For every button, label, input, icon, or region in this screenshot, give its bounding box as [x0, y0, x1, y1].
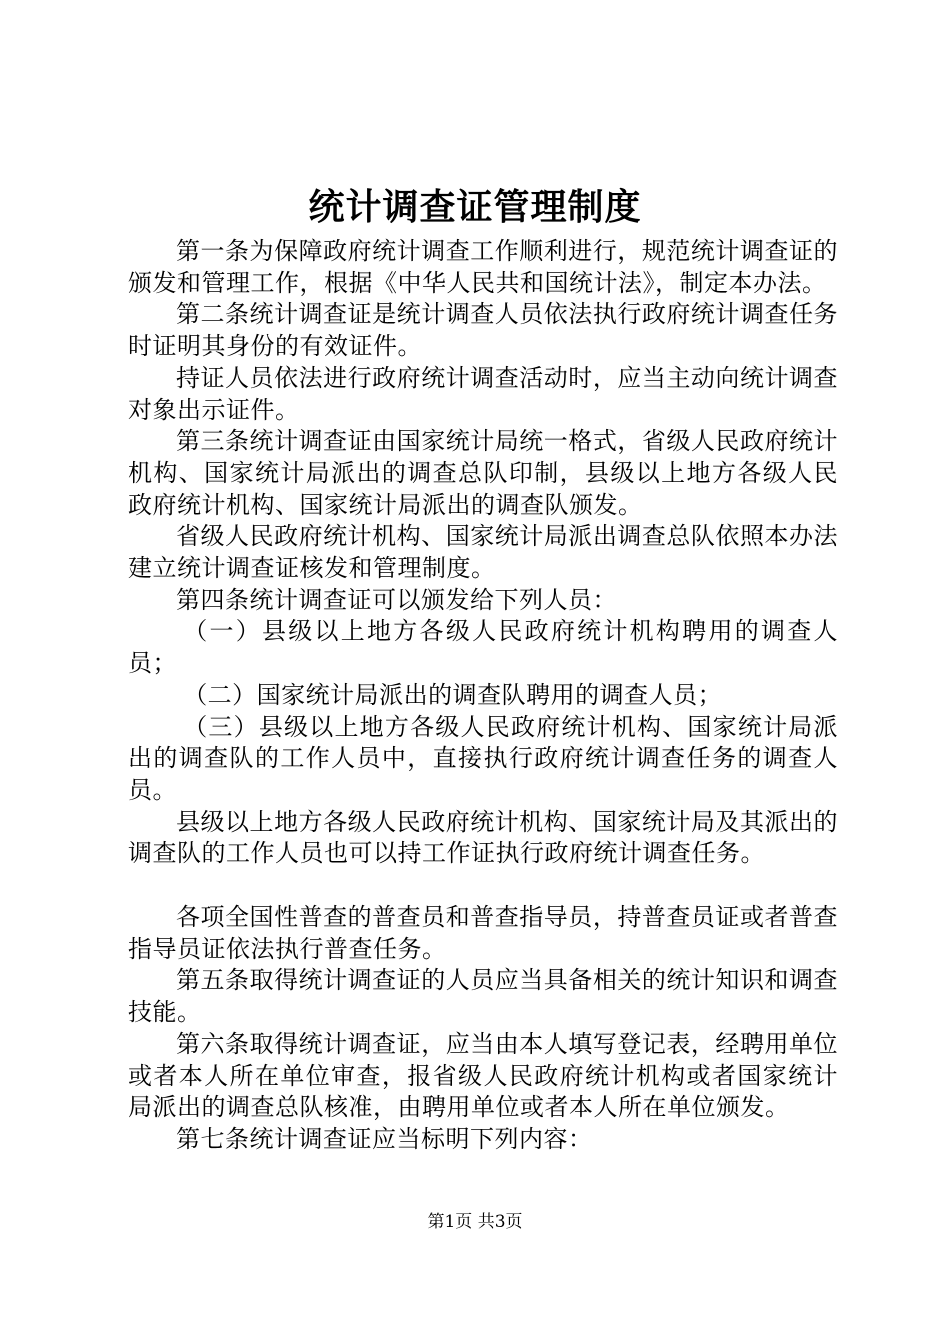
paragraph-article-4: 第四条统计调查证可以颁发给下列人员： [176, 585, 617, 614]
document-body [128, 236, 838, 1156]
paragraph-article-3: 第三条统计调查证由国家统计局统一格式，省级人民政府统计机构、国家统计局派出的调查总队印制，县级以上地方各级人民政府统计机构、国家统计局派出的调查队颁发。 [128, 427, 838, 519]
list-item-3: （三）县级以上地方各级人民政府统计机构、国家统计局派出的调查队的工作人员中，直接执行政府统计调查任务的调查人员。 [128, 712, 838, 804]
paragraph-article-2: 第二条统计调查证是统计调查人员依法执行政府统计调查任务时证明其身份的有效证件。 [128, 300, 838, 361]
paragraph-article-6: 第六条取得统计调查证，应当由本人填写登记表，经聘用单位或者本人所在单位审查，报省级人民政府统计机构或者国家统计局派出的调查总队核准，由聘用单位或者本人所在单位颁发。 [128, 1029, 838, 1122]
paragraph-work-certificate: 县级以上地方各级人民政府统计机构、国家统计局及其派出的调查队的工作人员也可以持工作证执行政府统计调查任务。 [128, 807, 838, 868]
paragraph-article-5: 第五条取得统计调查证的人员应当具备相关的统计知识和调查技能。 [128, 966, 838, 1027]
paragraph-article-1: 第一条为保障政府统计调查工作顺利进行，规范统计调查证的颁发和管理工作，根据《中华人民共和国统计法》，制定本办法。 [128, 237, 838, 297]
page-footer: 第1页 共3页 [427, 1212, 523, 1232]
paragraph-census-staff: 各项全国性普查的普查员和普查指导员，持普查员证或者普查指导员证依法执行普查任务。 [128, 903, 838, 963]
document-title: 统计调查证管理制度 [308, 186, 642, 228]
paragraph-gap [128, 870, 838, 902]
list-item-1: （一）县级以上地方各级人民政府统计机构聘用的调查人员； [128, 617, 838, 678]
list-item-2: （二）国家统计局派出的调查队聘用的调查人员； [183, 680, 723, 709]
paragraph-show-certificate: 持证人员依法进行政府统计调查活动时，应当主动向统计调查对象出示证件。 [128, 363, 838, 424]
paragraph-article-7: 第七条统计调查证应当标明下列内容： [176, 1124, 593, 1153]
paragraph-management-system: 省级人民政府统计机构、国家统计局派出调查总队依照本办法建立统计调查证核发和管理制度。 [128, 522, 838, 583]
